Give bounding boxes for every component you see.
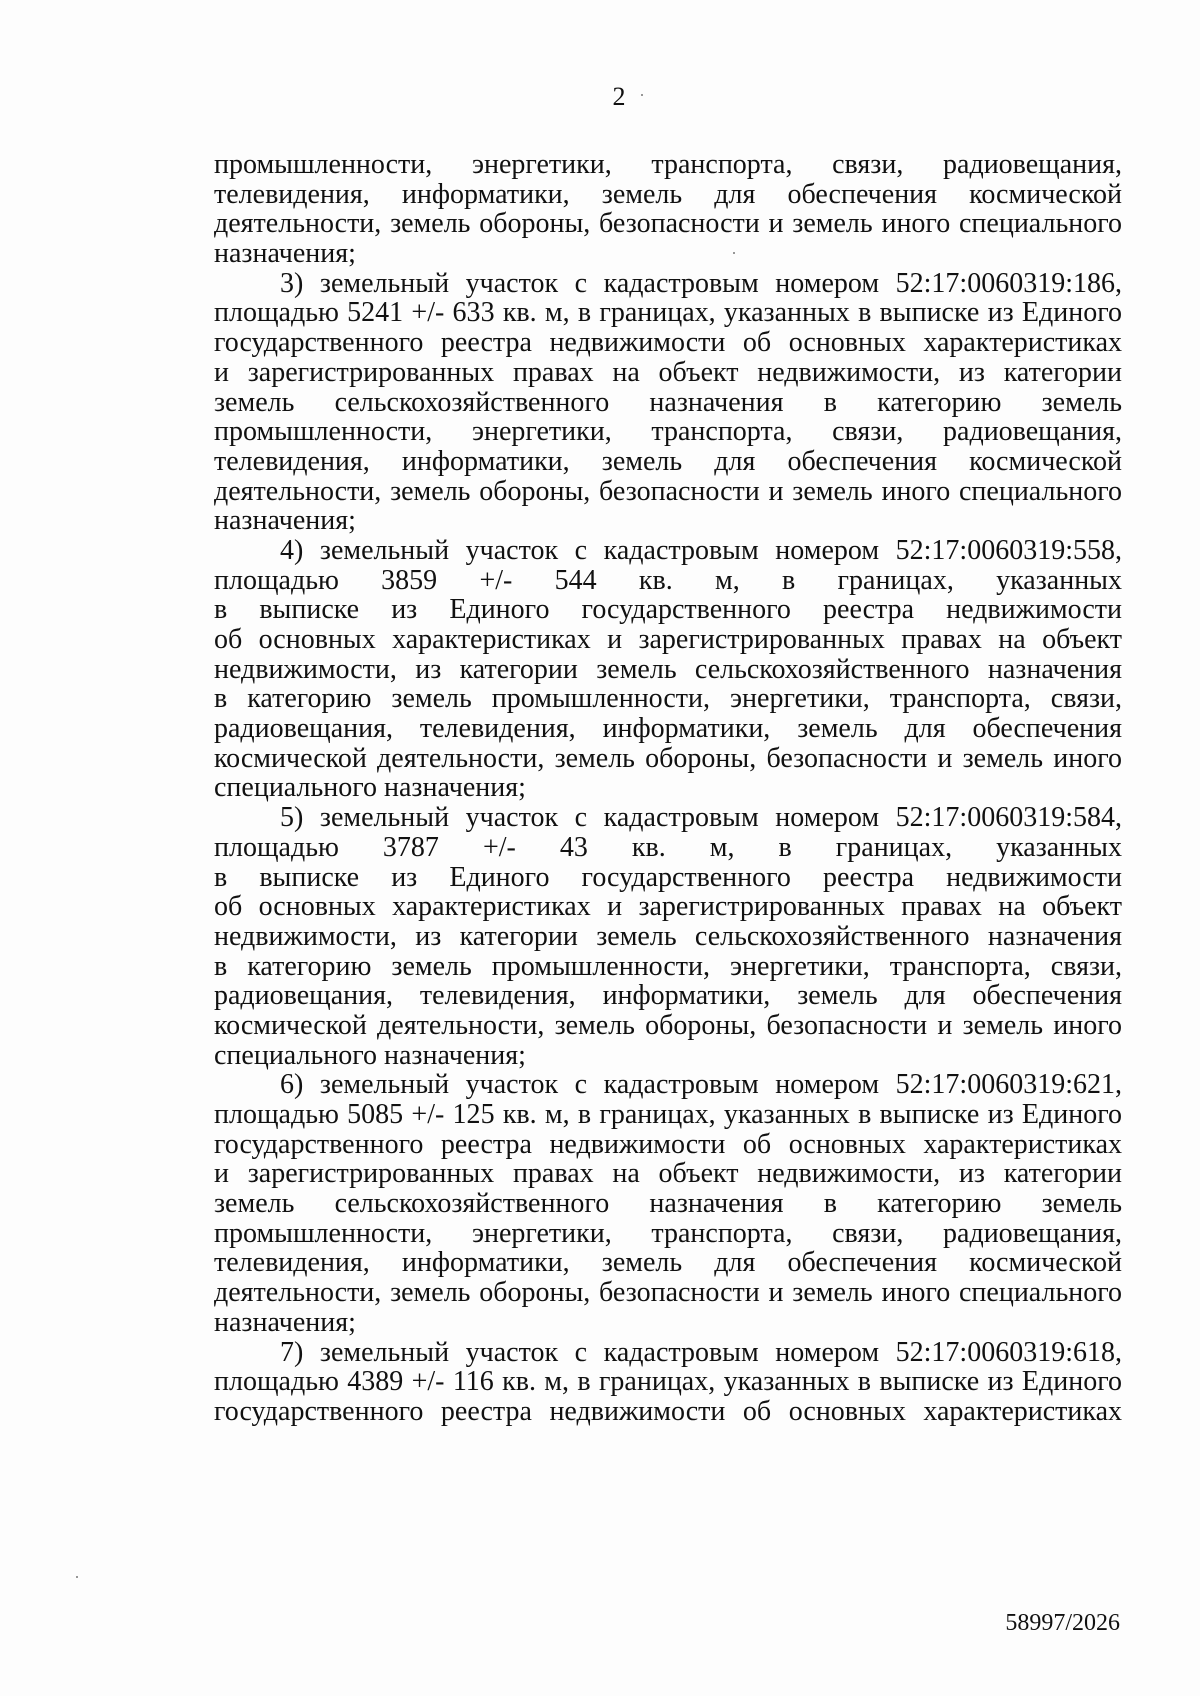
text-line: государственного реестра недвижимости об основных характеристиках — [214, 1128, 1122, 1160]
text-line: в категорию земель промышленности, энергетики, транспорта, связи, — [214, 683, 1122, 715]
text-line: 3) земельный участок с кадастровым номером 52:17:0060319:186, — [280, 267, 1122, 299]
text-line: и зарегистрированных правах на объект недвижимости, из категории — [214, 1158, 1122, 1190]
text-line: промышленности, энергетики, транспорта, связи, радиовещания, — [214, 1217, 1122, 1249]
text-line: промышленности, энергетики, транспорта, связи, радиовещания, — [214, 416, 1122, 448]
text-line: площадью 3787 +/- 43 кв. м, в границах, указанных — [214, 831, 1122, 863]
text-line: об основных характеристиках и зарегистрированных правах на объект — [214, 891, 1122, 923]
text-line: земель сельскохозяйственного назначения в категорию земель — [214, 386, 1122, 418]
text-line: об основных характеристиках и зарегистрированных правах на объект — [214, 624, 1122, 655]
text-line: радиовещания, телевидения, информатики, земель для обеспечения — [214, 713, 1122, 745]
text-line: площадью 5085 +/- 125 кв. м, в границах, указанных в выписке из Единого — [214, 1099, 1122, 1130]
text-line: специального назначения; — [214, 772, 526, 804]
text-line: назначения; — [214, 1306, 356, 1338]
text-line: космической деятельности, земель обороны, безопасности и земель иного — [214, 1009, 1122, 1041]
scan-speck — [641, 94, 643, 96]
text-line: земель сельскохозяйственного назначения в категорию земель — [214, 1188, 1122, 1220]
text-line: в выписке из Единого государственного реестра недвижимости — [214, 594, 1122, 626]
text-line: в выписке из Единого государственного реестра недвижимости — [214, 861, 1122, 893]
text-line: недвижимости, из категории земель сельскохозяйственного назначения — [214, 920, 1122, 952]
text-line: 4) земельный участок с кадастровым номером 52:17:0060319:558, — [280, 534, 1122, 566]
text-line: государственного реестра недвижимости об основных характеристиках — [214, 327, 1122, 359]
text-line: площадью 4389 +/- 116 кв. м, в границах, указанных в выписке из Единого — [214, 1366, 1122, 1398]
text-line: площадью 3859 +/- 544 кв. м, в границах, указанных — [214, 564, 1122, 596]
text-line: телевидения, информатики, земель для обеспечения космической — [214, 1247, 1122, 1279]
text-line: телевидения, информатики, земель для обеспечения космической — [214, 445, 1122, 477]
text-line: специального назначения; — [214, 1039, 526, 1071]
text-line: площадью 5241 +/- 633 кв. м, в границах, указанных в выписке из Единого — [214, 297, 1122, 329]
text-line: 7) земельный участок с кадастровым номером 52:17:0060319:618, — [280, 1336, 1122, 1368]
text-line: деятельности, земель обороны, безопасности и земель иного специального — [214, 475, 1122, 507]
document-number: 58997/2026 — [1005, 1610, 1120, 1636]
text-line: недвижимости, из категории земель сельскохозяйственного назначения — [214, 653, 1122, 685]
text-line: государственного реестра недвижимости об основных характеристиках — [214, 1395, 1122, 1427]
text-line: космической деятельности, земель обороны, безопасности и земель иного — [214, 742, 1122, 774]
text-line: назначения; — [214, 505, 356, 537]
text-line: телевидения, информатики, земель для обеспечения космической — [214, 178, 1122, 210]
text-line: 6) земельный участок с кадастровым номером 52:17:0060319:621, — [280, 1069, 1122, 1101]
text-line: и зарегистрированных правах на объект недвижимости, из категории — [214, 356, 1122, 388]
scan-speck — [733, 252, 735, 254]
text-line: в категорию земель промышленности, энергетики, транспорта, связи, — [214, 950, 1122, 982]
text-line: промышленности, энергетики, транспорта, связи, радиовещания, — [214, 149, 1122, 180]
page-number: 2 — [612, 82, 626, 111]
text-line: назначения; — [214, 238, 356, 270]
text-line: радиовещания, телевидения, информатики, земель для обеспечения — [214, 980, 1122, 1012]
scan-speck — [76, 1576, 78, 1578]
text-line: деятельности, земель обороны, безопасности и земель иного специального — [214, 208, 1122, 240]
text-line: 5) земельный участок с кадастровым номером 52:17:0060319:584, — [280, 802, 1122, 834]
text-line: деятельности, земель обороны, безопасности и земель иного специального — [214, 1277, 1122, 1309]
document-body — [214, 150, 1122, 1427]
